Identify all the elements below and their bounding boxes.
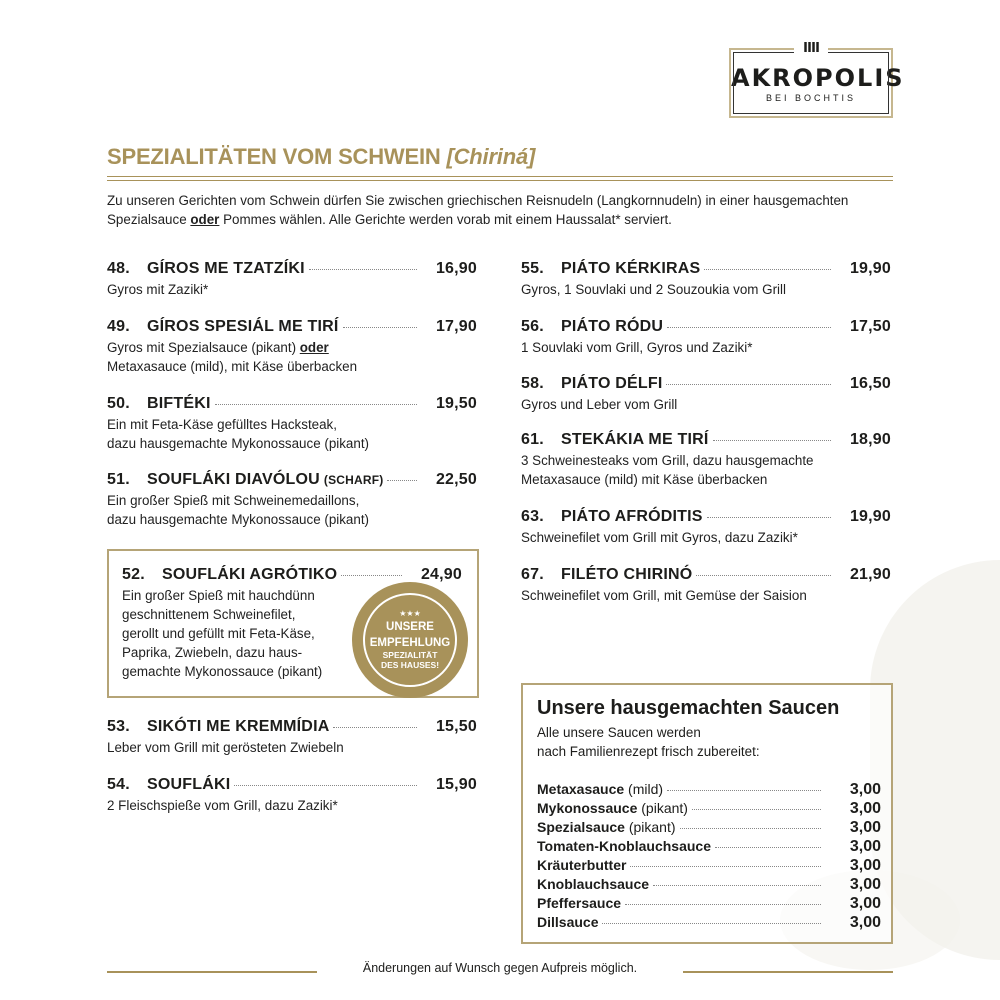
item-price: 18,90: [849, 431, 891, 448]
item-price: 15,90: [435, 776, 477, 793]
item-price: 21,90: [849, 566, 891, 583]
item-name: PIÁTO AFRÓDITIS: [561, 508, 703, 525]
badge-inner: [363, 593, 457, 687]
description-line: 3 Schweinesteaks vom Grill, dazu hausgemachte: [521, 453, 814, 468]
dot-leader: [341, 575, 402, 576]
menu-item: [107, 718, 477, 757]
description-line: 2 Fleischspieße vom Grill, dazu Zaziki*: [107, 798, 338, 813]
description-line: Gyros mit Zaziki*: [107, 282, 209, 297]
item-description: [107, 338, 477, 376]
description-line: [107, 338, 477, 357]
menu-item-title: [107, 471, 477, 489]
item-price: 22,50: [435, 471, 477, 488]
title-text: SPEZIALITÄTEN VOM SCHWEIN: [107, 144, 441, 169]
item-description: [107, 491, 477, 529]
description-line: Ein mit Feta-Käse gefülltes Hacksteak,: [107, 417, 337, 432]
sauce-name: Metaxasauce: [537, 781, 625, 797]
item-description: [107, 796, 477, 815]
dot-leader: [653, 885, 821, 886]
item-number: 53.: [107, 718, 130, 735]
item-price: 19,90: [849, 508, 891, 525]
menu-item-title: [521, 508, 891, 526]
sauce-name: Tomaten-Knoblauchsauce: [537, 838, 711, 854]
footer-note: Änderungen auf Wunsch gegen Aufpreis möglich.: [362, 961, 638, 975]
title-rule: [107, 180, 893, 181]
item-name: SOUFLÁKI: [147, 776, 231, 793]
menu-item-title: [521, 318, 891, 336]
dot-leader: [343, 327, 418, 328]
item-name: PIÁTO RÓDU: [561, 318, 664, 335]
description-line: Schweinefilet vom Grill, mit Gemüse der Saision: [521, 588, 807, 603]
description-line: Gyros und Leber vom Grill: [521, 397, 678, 412]
column-icon: ıııı: [794, 33, 828, 59]
item-price: 16,90: [435, 260, 477, 277]
item-name: FILÉTO CHIRINÓ: [561, 566, 693, 583]
menu-item: [107, 471, 477, 529]
dot-leader: [713, 440, 832, 441]
item-name: SOUFLÁKI AGRÓTIKO: [162, 566, 338, 583]
sauce-row: [537, 914, 881, 932]
item-name: STEKÁKIA ME TIRÍ: [561, 431, 709, 448]
description-line: dazu hausgemachte Mykonossauce (pikant): [107, 436, 370, 451]
item-number: 48.: [107, 260, 130, 277]
item-price: 16,50: [849, 375, 891, 392]
description-emphasis: oder: [299, 340, 329, 355]
menu-item: [107, 260, 477, 299]
dot-leader: [692, 809, 821, 810]
title-rule: [107, 176, 893, 177]
menu-item: [521, 375, 891, 414]
item-description: [521, 338, 891, 357]
dot-leader: [602, 923, 821, 924]
badge-line: DES HAUSES!: [380, 660, 440, 670]
description-line: Ein großer Spieß mit Schweinemedaillons,: [107, 493, 360, 508]
item-name: GÍROS ME TZATZÍKI: [147, 260, 305, 277]
sauce-row: [537, 895, 881, 913]
item-name: BIFTÉKI: [147, 395, 211, 412]
menu-item-title: [107, 395, 477, 413]
intro-text: [107, 191, 897, 229]
description-line: Schweinefilet vom Grill mit Gyros, dazu Zaziki*: [521, 530, 798, 545]
dot-leader: [309, 269, 417, 270]
item-name: SIKÓTI ME KREMMÍDIA: [147, 718, 330, 735]
dot-leader: [667, 790, 821, 791]
sauce-name: Dillsauce: [537, 914, 599, 930]
description-line: Metaxasauce (mild) mit Käse überbacken: [521, 472, 768, 487]
menu-item-title: [107, 260, 477, 278]
sauce-name: Mykonossauce: [537, 800, 638, 816]
menu-item: [107, 776, 477, 815]
item-price: 19,90: [849, 260, 891, 277]
description-line: gerollt und gefüllt mit Feta-Käse,: [122, 626, 315, 641]
menu-item: [521, 431, 891, 489]
description-line: Paprika, Zwiebeln, dazu haus-: [122, 645, 303, 660]
sauce-note: (pikant): [624, 819, 676, 835]
item-price: 24,90: [420, 566, 462, 583]
title-subtitle: [Chiriná]: [446, 144, 536, 169]
page-title: [107, 144, 535, 170]
sauce-name: Spezialsauce: [537, 819, 625, 835]
item-number: 54.: [107, 776, 130, 793]
description-text: Gyros mit Spezialsauce (pikant): [107, 340, 300, 355]
item-tag: (SCHARF): [323, 473, 384, 487]
menu-item-title: [521, 431, 891, 449]
dot-leader: [696, 575, 831, 576]
menu-item: [521, 566, 891, 605]
dot-leader: [387, 480, 417, 481]
item-price: 17,50: [849, 318, 891, 335]
sauces-box: [521, 683, 893, 944]
intro-pre: Zu unseren Gerichten vom Schwein dürfen Sie zwischen griechischen Reisnudeln (Langkornnudeln) in einer hausgemachten Spezialsauce: [107, 193, 849, 227]
recommendation-badge: [356, 586, 464, 694]
item-number: 50.: [107, 395, 130, 412]
sauce-row: [537, 876, 881, 894]
sauce-price: 3,00: [849, 895, 881, 912]
menu-item: [521, 318, 891, 357]
menu-item-title: [107, 318, 477, 336]
sauce-price: 3,00: [849, 914, 881, 931]
logo-subtitle: BEI BOCHTIS: [765, 93, 856, 103]
menu-item-title: [521, 260, 891, 278]
description-line: dazu hausgemachte Mykonossauce (pikant): [107, 512, 370, 527]
item-number: 51.: [107, 471, 130, 488]
sauce-price: 3,00: [849, 819, 881, 836]
description-line: gemachte Mykonossauce (pikant): [122, 664, 323, 679]
sauces-title: Unsere hausgemachten Saucen: [537, 697, 840, 719]
sauces-subtitle-line: nach Familienrezept frisch zubereitet:: [537, 744, 760, 759]
sauce-price: 3,00: [849, 876, 881, 893]
menu-item: [521, 508, 891, 547]
description-line: Ein großer Spieß mit hauchdünn: [122, 588, 315, 603]
logo-name: AKROPOLIS: [731, 64, 905, 92]
sauce-name: Knoblauchsauce: [537, 876, 650, 892]
item-price: 19,50: [435, 395, 477, 412]
sauce-price: 3,00: [849, 800, 881, 817]
sauce-price: 3,00: [849, 857, 881, 874]
sauce-note: (mild): [624, 781, 664, 797]
menu-item: [107, 318, 477, 376]
sauce-price: 3,00: [849, 781, 881, 798]
sauce-row: [537, 838, 881, 856]
dot-leader: [680, 828, 821, 829]
item-price: 17,90: [435, 318, 477, 335]
dot-leader: [333, 727, 417, 728]
dot-leader: [707, 517, 831, 518]
menu-item-title: [107, 776, 477, 794]
item-name: PIÁTO KÉRKIRAS: [561, 260, 701, 277]
menu-item-title: [521, 375, 891, 393]
description-line: Leber vom Grill mit gerösteten Zwiebeln: [107, 740, 344, 755]
sauce-row: [537, 800, 881, 818]
item-description: [521, 395, 891, 414]
menu-item-title: [521, 566, 891, 584]
intro-post: Pommes wählen. Alle Gerichte werden vorab mit einem Haussalat* serviert.: [219, 212, 672, 227]
item-description: [107, 415, 477, 453]
item-description: [521, 280, 891, 299]
badge-line: SPEZIALITÄT: [382, 650, 438, 660]
item-price: 15,50: [435, 718, 477, 735]
sauces-subtitle-line: Alle unsere Saucen werden: [537, 725, 701, 740]
item-description: [107, 280, 477, 299]
item-name: GÍROS SPESIÁL ME TIRÍ: [147, 318, 339, 335]
dot-leader: [704, 269, 831, 270]
item-number: 61.: [521, 431, 544, 448]
dot-leader: [667, 327, 831, 328]
sauces-subtitle: [537, 723, 760, 761]
menu-item: [107, 395, 477, 453]
badge-line: EMPFEHLUNG: [369, 637, 451, 649]
dot-leader: [234, 785, 417, 786]
item-description: [521, 586, 891, 605]
dot-leader: [215, 404, 417, 405]
item-description: [107, 738, 477, 757]
sauce-name: Pfeffersauce: [537, 895, 622, 911]
item-number: 67.: [521, 566, 544, 583]
item-number: 49.: [107, 318, 130, 335]
sauce-price: 3,00: [849, 838, 881, 855]
sauce-row: [537, 781, 881, 799]
sauce-note: (pikant): [637, 800, 688, 816]
item-name: PIÁTO DÉLFI: [561, 375, 663, 392]
dot-leader: [715, 847, 821, 848]
item-number: 56.: [521, 318, 544, 335]
item-number: 52.: [122, 566, 145, 583]
item-description: [521, 528, 891, 547]
sauce-row: [537, 857, 881, 875]
badge-line: UNSERE: [386, 621, 434, 633]
intro-emphasis: oder: [190, 212, 220, 227]
sauce-row: [537, 819, 881, 837]
description-line: 1 Souvlaki vom Grill, Gyros und Zaziki*: [521, 340, 753, 355]
description-line: geschnittenem Schweinefilet,: [122, 607, 296, 622]
item-number: 63.: [521, 508, 544, 525]
item-number: 58.: [521, 375, 544, 392]
dot-leader: [666, 384, 831, 385]
item-name: SOUFLÁKI DIAVÓLOU: [147, 471, 320, 488]
item-number: 55.: [521, 260, 544, 277]
dot-leader: [630, 866, 821, 867]
item-description: [521, 451, 891, 489]
menu-item: [521, 260, 891, 299]
menu-item-title: [107, 718, 477, 736]
menu-item-title: [122, 566, 462, 584]
description-line: Metaxasauce (mild), mit Käse überbacken: [107, 359, 358, 374]
description-line: Gyros, 1 Souvlaki und 2 Souzoukia vom Grill: [521, 282, 786, 297]
stars-icon: ★★★: [399, 609, 421, 618]
sauce-name: Kräuterbutter: [537, 857, 627, 873]
dot-leader: [625, 904, 821, 905]
